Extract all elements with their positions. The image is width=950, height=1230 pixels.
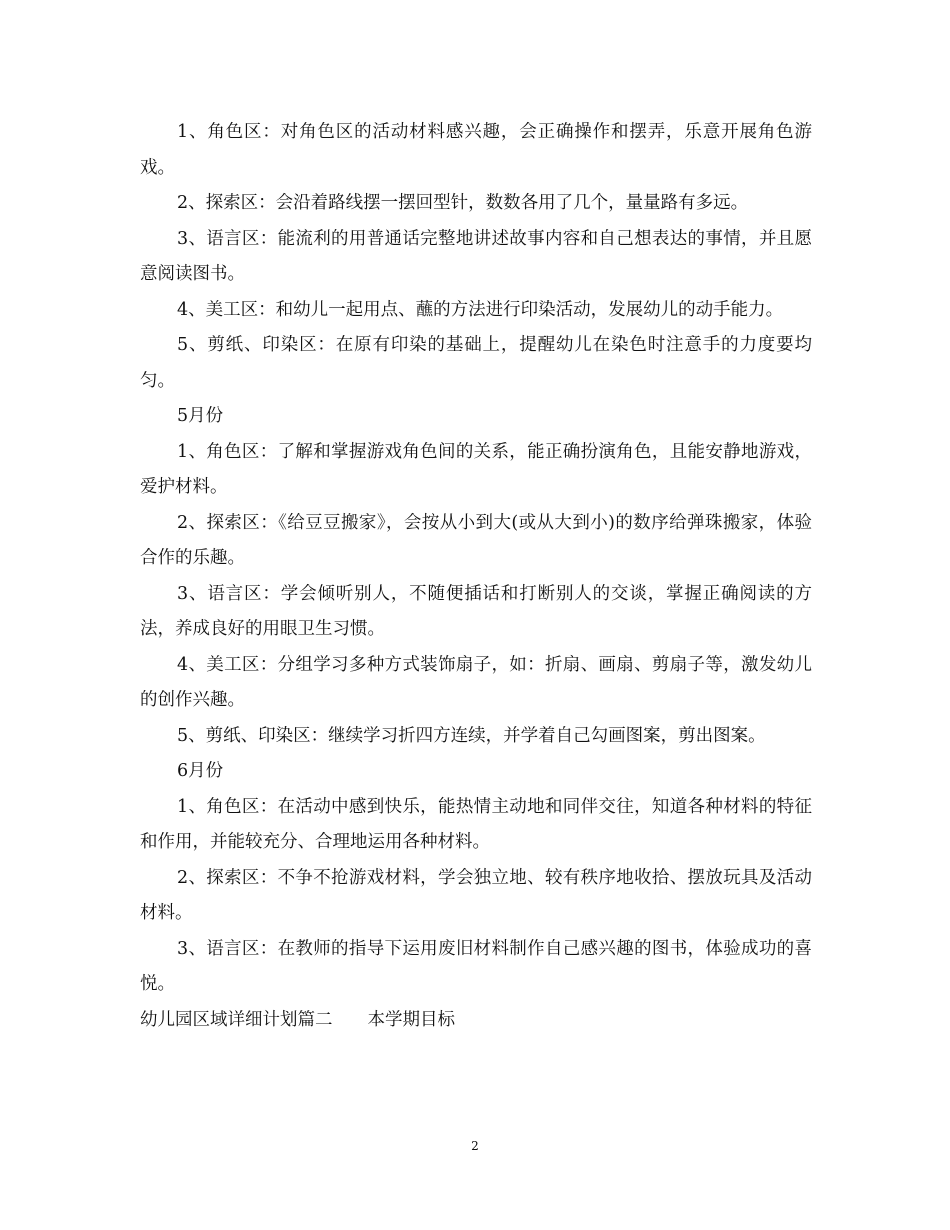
paragraph-role-area-may: 1、角色区：了解和掌握游戏角色间的关系，能正确扮演角色，且能安静地游戏，爱护材料。 <box>140 441 812 497</box>
paragraph-papercut-area-may: 5、剪纸、印染区：继续学习折四方连续，并学着自己勾画图案，剪出图案。 <box>177 725 766 746</box>
document-body <box>140 115 812 1038</box>
paragraph-explore-area-june: 2、探索区：不争不抢游戏材料，学会独立地、较有秩序地收拾、摆放玩具及活动材料。 <box>140 867 812 923</box>
section-title-line: 幼儿园区域详细计划篇二 本学期目标 <box>140 1009 455 1030</box>
paragraph-role-area-june: 1、角色区：在活动中感到快乐，能热情主动地和同伴交往，知道各种材料的特征和作用，并能较充分、合理地运用各种材料。 <box>140 796 812 852</box>
page-number: 2 <box>471 1139 479 1153</box>
paragraph-language-area-june: 3、语言区：在教师的指导下运用废旧材料制作自己感兴趣的图书，体验成功的喜悦。 <box>140 938 812 994</box>
month-heading-may: 5月份 <box>177 406 224 426</box>
paragraph-art-area-april: 4、美工区：和幼儿一起用点、蘸的方法进行印染活动，发展幼儿的动手能力。 <box>177 299 784 320</box>
paragraph-explore-area-april: 2、探索区：会沿着路线摆一摆回型针，数数各用了几个，量量路有多远。 <box>177 193 749 213</box>
paragraph-art-area-may: 4、美工区：分组学习多种方式装饰扇子，如：折扇、画扇、剪扇子等，激发幼儿的创作兴趣。 <box>140 654 812 710</box>
month-heading-june: 6月份 <box>177 761 224 781</box>
paragraph-explore-area-may: 2、探索区：《给豆豆搬家》，会按从小到大(或从大到小)的数序给弹珠搬家，体验合作的乐趣。 <box>140 512 812 568</box>
paragraph-language-area-april: 3、语言区：能流利的用普通话完整地讲述故事内容和自己想表达的事情，并且愿意阅读图书。 <box>140 228 812 284</box>
paragraph-papercut-area-april: 5、剪纸、印染区：在原有印染的基础上，提醒幼儿在染色时注意手的力度要均匀。 <box>140 335 812 391</box>
paragraph-language-area-may: 3、语言区：学会倾听别人，不随便插话和打断别人的交谈，掌握正确阅读的方法，养成良好的用眼卫生习惯。 <box>140 583 812 639</box>
paragraph-role-area-april: 1、角色区：对角色区的活动材料感兴趣，会正确操作和摆弄，乐意开展角色游戏。 <box>140 122 812 178</box>
